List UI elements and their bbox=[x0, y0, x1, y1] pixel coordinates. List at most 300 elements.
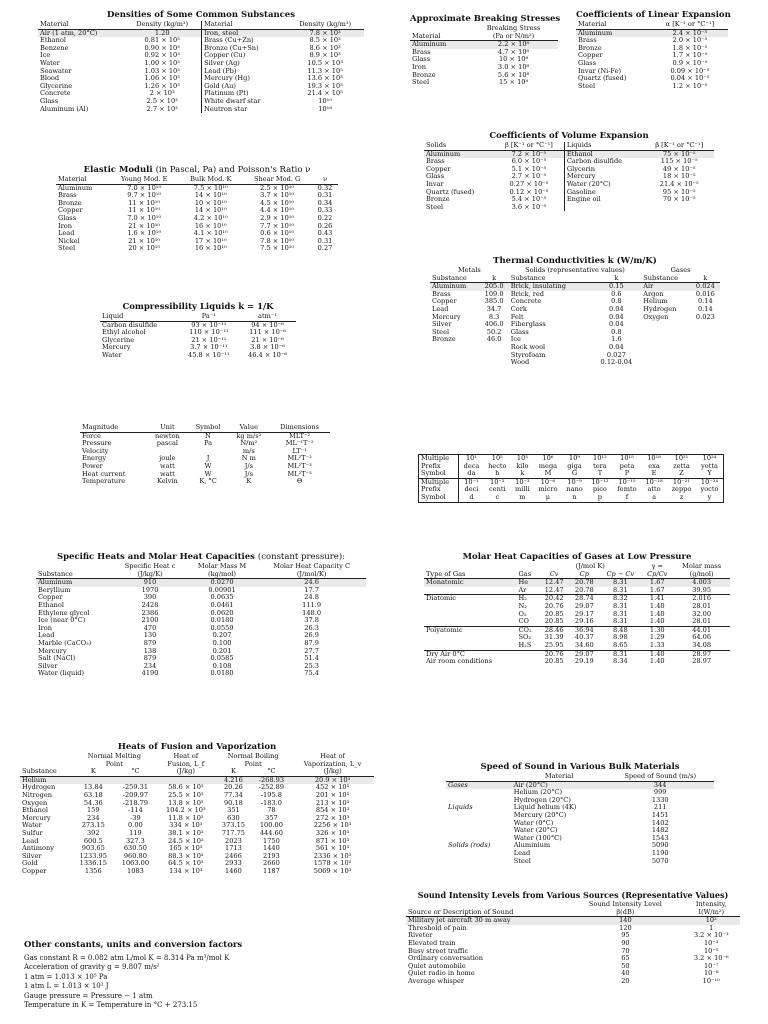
volume-cell: 115 × 10⁻⁵ bbox=[660, 157, 698, 166]
linear-cell: 0.09 × 10⁻⁵ bbox=[670, 66, 710, 75]
units-cell: Energy bbox=[82, 454, 107, 463]
thermal-cell: 0.8 bbox=[611, 297, 622, 306]
elastic-cell: Aluminum bbox=[58, 183, 93, 192]
constants-section bbox=[24, 940, 374, 1010]
gas-cell: 2.016 bbox=[692, 594, 712, 603]
prefix-cell: c bbox=[495, 492, 500, 501]
sound-cell: Aluminium bbox=[513, 841, 551, 850]
thermal-cell bbox=[641, 359, 691, 367]
units-cell: J/s bbox=[244, 469, 253, 478]
specific-heat-cell: 0.0461 bbox=[210, 600, 234, 609]
densities-cell: 11.3 × 10³ bbox=[307, 66, 343, 75]
volume-cell: 5.4 × 10⁻⁵ bbox=[511, 195, 547, 204]
units-cell: K bbox=[246, 477, 252, 486]
fusion-cell: 11.8 × 10³ bbox=[168, 813, 204, 822]
thermal-cell: 0.04 bbox=[609, 312, 624, 321]
breaking-cell: 15 × 10⁸ bbox=[498, 78, 529, 87]
elastic-cell: 0.34 bbox=[317, 198, 333, 207]
elastic-cell: 0.31 bbox=[317, 191, 333, 200]
volume-row bbox=[424, 196, 714, 204]
fusion-vaporization-section bbox=[20, 742, 374, 876]
intensity-row bbox=[406, 978, 740, 986]
fusion-cell: 327.3 bbox=[125, 836, 145, 845]
thermal-cell: Air bbox=[643, 282, 654, 291]
volume-cell: Carbon disulfide bbox=[564, 158, 644, 166]
prefix-cell: kilo bbox=[516, 461, 529, 470]
gas-cell: 28.01 bbox=[692, 601, 712, 610]
prefix-cell: Multiple bbox=[421, 454, 450, 462]
densities-cell: 1.00 × 10³ bbox=[144, 58, 180, 67]
volume-cell: 21.4 × 10⁻⁵ bbox=[659, 179, 699, 188]
thermal-row bbox=[430, 344, 720, 352]
intensity-cell: 10⁻⁷ bbox=[703, 961, 719, 970]
elastic-cell: 17 × 10¹⁰ bbox=[194, 236, 227, 245]
thermal-cell: Argon bbox=[643, 289, 664, 298]
prefix-cell: hecto bbox=[488, 461, 507, 470]
fusion-cell: 38.1 × 10³ bbox=[168, 828, 204, 837]
densities-cell: Water bbox=[40, 58, 60, 67]
units-cell: Power bbox=[82, 461, 103, 470]
volume-cell: Gasoline bbox=[564, 189, 644, 197]
gas-cell: CO₂ bbox=[518, 625, 532, 634]
prefix-cell: yotta bbox=[701, 461, 718, 470]
thermal-cell bbox=[430, 359, 480, 367]
thermal-cell bbox=[691, 359, 720, 367]
sound-row bbox=[446, 797, 714, 805]
densities-cell: 2.7 × 10³ bbox=[146, 104, 178, 113]
fusion-cell: 273.15 bbox=[81, 821, 105, 830]
volume-cell: Invar bbox=[426, 179, 444, 188]
gas-cell: 28.46 bbox=[544, 625, 564, 634]
sound-cell: Liquids bbox=[448, 803, 473, 812]
densities-cell: 2.5 × 10³ bbox=[146, 96, 178, 105]
prefix-cell: deca bbox=[459, 463, 484, 471]
prefix-cell: Multiple bbox=[421, 477, 450, 486]
densities-cell: Aluminum (Al) bbox=[40, 104, 89, 113]
volume-cell: Aluminum bbox=[426, 149, 461, 158]
speed-of-sound-table: Material Speed of Sound (m/s) Gases Air (20°C) 344 Helium (20°C) 999 Hydrogen (20°C) 1330 Liquids Liquid helium (4K) 211 Mercury (20°C) 1451 Water (0°C) 1402 Water (20°C) 1482 Water (100°C) 1543 Solids (rods) Aluminium 5090 Lead 1190 Steel 5070 bbox=[446, 773, 714, 865]
elastic-cell: 1.6 × 10¹⁰ bbox=[127, 229, 162, 238]
prefix-cell: f bbox=[625, 492, 629, 501]
breaking-cell: 3.0 × 10⁸ bbox=[497, 62, 530, 71]
units-cell: Velocity bbox=[82, 446, 109, 455]
elastic-cell: Nickel bbox=[58, 236, 80, 245]
densities-cell: Benzene bbox=[40, 43, 69, 52]
specific-heat-cell: 0.108 bbox=[212, 661, 232, 670]
specific-heat-cell: 26.9 bbox=[304, 631, 319, 640]
elastic-cell: 20 × 10¹⁰ bbox=[128, 244, 161, 253]
thermal-cell: 0.027 bbox=[606, 350, 626, 359]
densities-section bbox=[38, 10, 364, 113]
fusion-cell: 871 × 10³ bbox=[315, 836, 350, 845]
fusion-cell: 717.75 bbox=[221, 828, 245, 837]
densities-cell: Seawater bbox=[40, 66, 72, 75]
densities-cell: 10.5 × 10³ bbox=[307, 58, 343, 67]
units-cell: J bbox=[206, 454, 210, 463]
gas-row bbox=[424, 658, 730, 666]
compressibility-cell: 94 × 10⁻⁶ bbox=[251, 320, 284, 329]
fusion-cell: -183.0 bbox=[260, 798, 282, 807]
elastic-table: Material Young Mod. E Bulk Mod. K Shear Mod. G ν Aluminum 7.0 × 10¹⁰ 7.5 × 10¹⁰ 2.5 × 10¹⁰ 0.32 Brass 9.7 × 10¹⁰ 14 × 10¹⁰ 3.7 × 10¹⁰ 0.31 Bronze 11 × 10¹⁰ 10 × 10¹⁰ 4.5 × 10¹⁰ 0.34 Copper 11 × 10¹⁰ 14 × 10¹⁰ 4.4 × 10¹⁰ 0.33 Glass 7.0 × 10¹⁰ 4.2 × 10¹⁰ 2.9 × 10¹⁰ 0.22 Iron 21 × 10¹⁰ 16 × 10¹⁰ 7.7 × 10¹⁰ 0.26 Lead 1.6 × 10¹⁰ 4.1 × 10¹⁰ 0.6 × 10¹⁰ 0.43 Nickel 21 × 10¹⁰ 17 × 10¹⁰ 7.8 × 10¹⁰ 0.31 Steel 20 × 10¹⁰ 16 × 10¹⁰ 7.5 × 10¹⁰ 0.27 bbox=[56, 176, 338, 253]
fusion-cell: Ethanol bbox=[22, 806, 48, 815]
fusion-cell: 630 bbox=[227, 813, 240, 822]
specific-heat-cell: 2386 bbox=[141, 608, 159, 617]
fusion-cell: 24.5 × 10³ bbox=[168, 836, 204, 845]
specific-heat-cell: 0.100 bbox=[212, 638, 232, 647]
sound-cell: 344 bbox=[653, 780, 667, 789]
intensity-cell: 3.2 × 10⁻³ bbox=[693, 931, 729, 940]
volume-cell: 0.12 × 10⁻⁵ bbox=[509, 187, 549, 196]
gas-cell: Monatomic bbox=[426, 578, 464, 587]
units-cell: ML⁻¹T⁻² bbox=[285, 439, 314, 448]
breaking-title: Approximate Breaking Stresses bbox=[410, 14, 561, 24]
prefix-cell: T bbox=[597, 469, 603, 478]
specific-heat-table: Specific Heat c Molar Mass M Molar Heat Capacity C Substance (J/kg/K) (kg/mol) (J/mol/K) Aluminum 910 0.0270 24.6 Beryllium 1970 0.00901 17.7 Copper 390 0.0635 24.8 Ethanol 2428 0.0461 111.9 Ethylene glycol 2386 0.0620 148.0 Ice (near 0°C) 2100 0.0180 37.8 Iron 470 0.0559 26.3 Lead 130 0.207 26.9 Marble (CaCO₃) 879 0.100 87.9 Mercury 138 0.201 27.7 Salt (NaCl) 879 0.0585 51.4 Silver 234 0.108 25.3 Water (liquid) 4190 0.0180 75.4 bbox=[36, 563, 366, 678]
compressibility-cell: 21 × 10⁻¹¹ bbox=[191, 335, 227, 344]
compressibility-cell: Carbon disulfide bbox=[102, 320, 158, 329]
thermal-cell bbox=[691, 336, 720, 344]
densities-row bbox=[38, 106, 364, 114]
units-cell: Θ bbox=[296, 477, 303, 486]
linear-expansion-title: Coefficients of Linear Expansion bbox=[576, 10, 731, 20]
specific-heat-cell: Ethanol bbox=[38, 600, 64, 609]
volume-expansion-section bbox=[424, 131, 714, 211]
gas-cell: 1.33 bbox=[649, 640, 665, 649]
breaking-cell: Glass bbox=[412, 55, 431, 64]
sound-cell: 999 bbox=[653, 788, 667, 797]
intensity-cell: Quiet radio in home bbox=[408, 969, 475, 978]
compressibility-cell: Ethyl alcohol bbox=[102, 328, 146, 337]
sound-cell: 1190 bbox=[651, 848, 669, 857]
elastic-cell: 4.4 × 10¹⁰ bbox=[260, 206, 295, 215]
fusion-cell: 104.2 × 10³ bbox=[166, 806, 206, 815]
fusion-cell: 159 bbox=[86, 806, 100, 815]
specific-heat-cell: 27.7 bbox=[304, 646, 319, 655]
prefix-cell: M bbox=[544, 469, 552, 478]
compressibility-cell: 3.8 × 10⁻⁶ bbox=[250, 343, 285, 352]
densities-cell: White dwarf star bbox=[202, 98, 287, 106]
thermal-cell: Silver bbox=[432, 320, 452, 329]
prefix-cell: 10⁻⁶ bbox=[540, 477, 556, 486]
sound-cell: 1451 bbox=[651, 810, 669, 819]
linear-expansion-section bbox=[576, 10, 731, 90]
intensity-row bbox=[406, 925, 740, 933]
prefix-cell: yocto bbox=[700, 485, 719, 494]
densities-cell: 0.81 × 10³ bbox=[144, 36, 180, 45]
units-row bbox=[80, 478, 330, 486]
prefixes-section bbox=[418, 454, 724, 503]
gas-cell: N₂ bbox=[518, 601, 527, 610]
thermal-cell: 385.0 bbox=[484, 297, 504, 306]
intensity-cell: 20 bbox=[621, 976, 630, 985]
gas-cell bbox=[517, 650, 540, 658]
volume-cell: Quartz (fused) bbox=[426, 187, 475, 196]
compressibility-cell: 111 × 10⁻⁶ bbox=[249, 328, 286, 337]
breaking-row bbox=[410, 49, 558, 57]
sound-cell: Mercury (20°C) bbox=[513, 810, 567, 819]
elastic-cell: 16 × 10¹⁰ bbox=[194, 221, 227, 230]
thermal-cell bbox=[480, 359, 509, 367]
prefix-cell: y bbox=[707, 492, 712, 501]
elastic-cell: 4.1 × 10¹⁰ bbox=[193, 229, 228, 238]
compressibility-cell: 21 × 10⁻⁶ bbox=[251, 335, 284, 344]
gas-heat-capacity-table: (J/mol K) γ = Molar mass Type of Gas Gas Cv Cp Cp − Cv Cp/Cv (g/mol) Monatomic He 12.47 20.78 8.31 1.67 4.003 Ar 12.47 20.78 8.31 1.67 39.95 Diatomic H₂ 20.42 28.74 8.32 1.41 2.016 N₂ 20.76 29.07 8.31 1.40 28.01 O₂ 20.85 29.17 8.31 1.40 32.00 CO 20.85 29.16 8.31 1.40 28.01 Polyatomic CO₂ 28.46 36.94 8.48 1.30 44.01 SO₂ 31.39 40.37 8.98 1.29 64.06 H₂S 25.95 34.60 8.65 1.33 34.08 Dry Air 0°C 20.76 29.07 8.31 1.40 28.97 Air room conditions 20.85 29.19 8.34 1.40 28.97 bbox=[424, 563, 730, 666]
units-cell: Kelvin bbox=[156, 477, 178, 486]
thermal-cell: Oxygen bbox=[643, 312, 669, 321]
volume-cell: Brass bbox=[426, 157, 445, 166]
intensity-cell: 40 bbox=[621, 969, 630, 978]
intensity-cell: 10⁻⁸ bbox=[703, 969, 719, 978]
sound-intensity-table: Sound Intensity Level Intensity, Source or Description of Sound β(dB) I(W/m²) Military jet aircraft 30 m away 140 10² Threshold of pain 120 1 Riveter 95 3.2 × 10⁻³ Elevated train 90 10⁻³ Busy street traffic 70 10⁻⁵ Ordinary conversation 65 3.2 × 10⁻⁶ Quiet automobile 50 10⁻⁷ Quiet radio in home 40 10⁻⁸ Average whisper 20 10⁻¹⁰ bbox=[406, 901, 740, 986]
gas-cell: 8.31 bbox=[613, 617, 628, 626]
prefix-cell: G bbox=[571, 469, 578, 478]
gas-cell: 20.78 bbox=[574, 578, 594, 587]
volume-cell: 75 × 10⁻⁵ bbox=[662, 149, 696, 158]
fusion-cell: -39 bbox=[130, 813, 141, 822]
elastic-cell: 7.0 × 10¹⁰ bbox=[127, 183, 162, 192]
breaking-cell: 4.7 × 10⁸ bbox=[497, 47, 530, 56]
densities-cell: Ethanol bbox=[40, 36, 66, 45]
specific-heat-cell: 130 bbox=[143, 631, 157, 640]
units-cell: K, °C bbox=[199, 477, 217, 486]
units-cell: joule bbox=[159, 454, 176, 463]
specific-heat-cell: 25.3 bbox=[304, 661, 319, 670]
thermal-cell: Brick, insulating bbox=[510, 282, 566, 291]
thermal-cell bbox=[641, 321, 691, 329]
fusion-cell: Lead bbox=[22, 836, 39, 845]
breaking-section bbox=[410, 14, 561, 87]
fusion-cell: Hydrogen bbox=[22, 783, 56, 792]
sound-cell bbox=[446, 858, 512, 866]
prefix-cell: 10¹² bbox=[593, 454, 607, 462]
prefix-cell: h bbox=[495, 469, 500, 478]
densities-cell: Air (1 atm, 20°C) bbox=[40, 28, 98, 37]
sound-cell: Hydrogen (20°C) bbox=[513, 795, 571, 804]
volume-cell: 49 × 10⁻⁵ bbox=[662, 164, 696, 173]
thermal-cell: 0.016 bbox=[695, 289, 715, 298]
elastic-cell: 0.6 × 10¹⁰ bbox=[260, 229, 295, 238]
fusion-cell: 165 × 10³ bbox=[169, 844, 203, 853]
densities-cell: 10¹⁸ bbox=[318, 104, 332, 113]
densities-cell: Blood bbox=[40, 74, 60, 83]
thermal-cell: Aluminum bbox=[432, 282, 467, 291]
elastic-cell: 11 × 10¹⁰ bbox=[128, 198, 161, 207]
sound-row bbox=[446, 858, 714, 866]
specific-heat-cell: 470 bbox=[143, 623, 157, 632]
prefix-cell: 10⁻¹⁵ bbox=[618, 477, 636, 486]
linear-cell: Bronze bbox=[578, 43, 602, 52]
elastic-cell: 2.9 × 10¹⁰ bbox=[260, 213, 295, 222]
gas-cell: 1.40 bbox=[649, 657, 665, 666]
gas-cell: 1.29 bbox=[649, 633, 665, 642]
breaking-cell: 5.6 × 10⁸ bbox=[497, 70, 530, 79]
sound-row bbox=[446, 850, 714, 858]
fusion-cell: 1356 bbox=[84, 866, 102, 875]
thermal-cell: 34.7 bbox=[486, 304, 502, 313]
thermal-cell: Wood bbox=[510, 358, 530, 367]
specific-heat-cell: 0.0180 bbox=[210, 616, 234, 625]
thermal-cell: Cork bbox=[510, 304, 527, 313]
gas-cell: 1.40 bbox=[649, 609, 665, 618]
compressibility-cell: Mercury bbox=[102, 343, 131, 352]
prefix-row bbox=[419, 494, 724, 502]
prefix-cell: mega bbox=[538, 461, 558, 470]
densities-cell: Gold (Au) bbox=[202, 83, 287, 91]
elastic-section bbox=[56, 165, 338, 253]
prefix-cell: p bbox=[597, 492, 603, 501]
gas-cell: 20.85 bbox=[544, 657, 564, 666]
elastic-cell: 9.7 × 10¹⁰ bbox=[127, 191, 162, 200]
units-section bbox=[80, 424, 330, 486]
elastic-cell: 0.22 bbox=[317, 213, 333, 222]
gas-cell: 12.47 bbox=[544, 578, 564, 587]
fusion-cell: 1233.95 bbox=[79, 851, 107, 860]
prefix-cell: m bbox=[519, 492, 526, 501]
constant-line: Gas constant R = 0.082 atm L/mol K = 8.314 Pa m³/mol K bbox=[24, 954, 230, 962]
thermal-cell: 109.0 bbox=[484, 289, 504, 298]
prefix-cell: 10²¹ bbox=[674, 454, 689, 462]
thermal-row bbox=[430, 306, 720, 314]
elastic-cell: 14 × 10¹⁰ bbox=[194, 191, 227, 200]
thermal-row bbox=[430, 283, 720, 291]
densities-cell: 8.6 × 10³ bbox=[309, 43, 341, 52]
gas-cell: SO₂ bbox=[518, 633, 532, 642]
thermal-cell: 1.6 bbox=[611, 335, 622, 344]
specific-heat-cell: 390 bbox=[143, 593, 157, 602]
gas-cell: 8.31 bbox=[613, 649, 628, 658]
fusion-cell: 213 × 10³ bbox=[315, 798, 350, 807]
linear-cell: Quartz (fused) bbox=[578, 74, 627, 83]
thermal-cell bbox=[430, 352, 480, 360]
fusion-cell: 2336 × 10³ bbox=[313, 851, 352, 860]
thermal-row bbox=[430, 359, 720, 367]
breaking-cell: Iron bbox=[412, 62, 426, 71]
densities-cell: Platinum (Pt) bbox=[202, 90, 287, 98]
specific-heat-cell: 0.0620 bbox=[210, 608, 234, 617]
specific-heat-cell: 87.9 bbox=[304, 638, 319, 647]
compressibility-cell: 3.7 × 10⁻¹¹ bbox=[190, 343, 228, 352]
thermal-cell: Glass bbox=[510, 327, 529, 336]
prefix-cell: nano bbox=[566, 485, 583, 494]
prefix-cell: d bbox=[459, 494, 484, 502]
fusion-cell: 20.9 × 10³ bbox=[314, 775, 351, 784]
thermal-cell: 0.04 bbox=[609, 320, 624, 329]
units-cell: ML²T⁻² bbox=[287, 454, 312, 463]
sound-cell: Water (0°C) bbox=[513, 818, 554, 827]
fusion-cell: 2256 × 10³ bbox=[313, 821, 352, 830]
specific-heat-cell: 26.3 bbox=[304, 623, 319, 632]
thermal-cell: Concrete bbox=[510, 297, 542, 306]
prefix-cell: 10⁻¹⁸ bbox=[645, 477, 663, 486]
elastic-cell: 7.5 × 10¹⁰ bbox=[260, 244, 295, 253]
fusion-cell: Oxygen bbox=[22, 798, 48, 807]
fusion-cell: 58.6 × 10³ bbox=[168, 783, 204, 792]
fusion-cell: 64.5 × 10³ bbox=[168, 859, 204, 868]
prefix-cell: Z bbox=[679, 469, 684, 478]
fusion-cell: 1750 bbox=[263, 836, 280, 845]
elastic-cell: Steel bbox=[58, 244, 76, 253]
densities-cell: 0.90 × 10³ bbox=[144, 43, 180, 52]
fusion-cell: 357 bbox=[265, 813, 278, 822]
gas-cell: 29.16 bbox=[574, 617, 594, 626]
thermal-cell: 406.0 bbox=[484, 320, 504, 329]
sound-cell: Water (20°C) bbox=[513, 826, 558, 835]
densities-cell: Concrete bbox=[40, 89, 71, 98]
intensity-cell: Elevated train bbox=[408, 938, 456, 947]
densities-cell: Brass (Cu+Zn) bbox=[202, 37, 287, 45]
thermal-cell: Ice bbox=[510, 335, 521, 344]
thermal-cell: 8.3 bbox=[488, 312, 500, 321]
intensity-cell: Ordinary conversation bbox=[408, 954, 484, 963]
fusion-cell: 77.34 bbox=[223, 790, 243, 799]
fusion-cell: 1460 bbox=[225, 866, 242, 875]
gas-heat-capacity-section bbox=[424, 552, 730, 666]
densities-cell: Mercury (Hg) bbox=[202, 75, 287, 83]
gas-cell: 29.17 bbox=[574, 609, 594, 618]
elastic-cell: 16 × 10¹⁰ bbox=[194, 244, 227, 253]
volume-cell: 6.0 × 10⁻⁵ bbox=[511, 157, 547, 166]
fusion-cell: 600.5 bbox=[83, 836, 103, 845]
volume-cell: 7.2 × 10⁻⁵ bbox=[511, 149, 547, 158]
linear-cell: 1.2 × 10⁻⁵ bbox=[672, 81, 708, 90]
prefix-cell: 10⁻⁹ bbox=[567, 477, 582, 486]
gas-cell: 39.95 bbox=[692, 585, 712, 594]
units-cell: LT⁻¹ bbox=[292, 446, 307, 455]
densities-table: Material Density (kg/m³) Material Density (kg/m³) Air (1 atm, 20°C) 1.20 Iron, steel 7.8 × 10³ Ethanol 0.81 × 10³ Brass (Cu+Zn) 8.5 × 10³ Benzene 0.90 × 10³ Bronze (Cu+Sn) 8.6 × 10³ Ice 0.92 × 10³ Copper (Cu) 8.9 × 10³ Water 1.00 × 10³ Silver (Ag) 10.5 × 10³ Seawater 1.03 × 10³ Lead (Pb) 11.3 × 10³ Blood 1.06 × 10³ Mercury (Hg) 13.6 × 10³ Glycerine 1.26 × 10³ Gold (Au) 19.3 × 10³ Concrete 2 × 10³ Platinum (Pt) 21.4 × 10³ Glass 2.5 × 10³ White dwarf star 10¹⁰ Aluminum (Al) 2.7 × 10³ Neutron star 10¹⁸ bbox=[38, 21, 364, 113]
gas-cell: 20.85 bbox=[544, 617, 564, 626]
thermal-cell: 0.6 bbox=[611, 289, 622, 298]
elastic-row bbox=[56, 245, 338, 253]
gas-cell: 1.41 bbox=[649, 594, 665, 603]
fusion-vaporization-table: Normal Melting Heat of Normal Boiling Heat of Point Fusion, L_f Point Vaporization, L_v Substance K °C (J/kg) K °C (J/kg) Helium 4.216 -268.93 20.9 × 10³ Hydrogen 13.84 -259.31 58.6 × 10³ 20.26 -252.89 452 × 10³ Nitrogen 63.18 -209.97 25.5 × 10³ 77.34 -195.8 201 × 10³ Oxygen 54.36 -218.79 13.8 × 10³ 90.18 -183.0 213 × 10³ Ethanol 159 -114 104.2 × 10³ 351 78 854 × 10³ Mercury 234 -39 11.8 × 10³ 630 357 272 × 10³ Water 273.15 0.00 334 × 10³ 373.15 100.00 2256 × 10³ Sulfur 392 119 38.1 × 10³ 717.75 444.60 326 × 10³ Lead 600.5 327.3 24.5 × 10³ 2023 1750 871 × 10³ Antimony 903.65 630.50 165 × 10³ 1713 1440 561 × 10³ Silver 1233.95 960.80 88.3 × 10³ 2466 2193 2336 × 10³ Gold 1336.15 1063.00 64.5 × 10³ 2933 2660 1578 × 10³ Copper 1356 1083 134 × 10³ 1460 1187 5069 × 10³ bbox=[20, 753, 374, 876]
thermal-row bbox=[430, 314, 720, 322]
fusion-cell: 78 bbox=[267, 806, 276, 815]
intensity-cell: Riveter bbox=[408, 931, 433, 940]
gas-cell: Diatomic bbox=[426, 594, 457, 603]
intensity-cell: 50 bbox=[621, 961, 630, 970]
elastic-cell: Bronze bbox=[58, 198, 82, 207]
intensity-cell: Threshold of pain bbox=[408, 923, 467, 932]
intensity-cell: Military jet aircraft 30 m away bbox=[408, 916, 511, 925]
thermal-cell: 0.14 bbox=[698, 297, 713, 306]
thermal-cell bbox=[641, 336, 691, 344]
densities-cell: 19.3 × 10³ bbox=[307, 81, 343, 90]
prefix-row bbox=[419, 463, 724, 471]
elastic-cell: 21 × 10¹⁰ bbox=[128, 236, 161, 245]
fusion-cell: 326 × 10³ bbox=[315, 828, 350, 837]
sound-cell: 1402 bbox=[651, 818, 669, 827]
breaking-cell: 10 × 10⁸ bbox=[498, 55, 529, 64]
volume-cell: 18 × 10⁻⁵ bbox=[662, 172, 696, 181]
sound-cell: Water (100°C) bbox=[513, 833, 562, 842]
thermal-row bbox=[430, 329, 720, 337]
specific-heat-section bbox=[36, 552, 366, 678]
prefix-cell: 10⁻² bbox=[490, 477, 505, 486]
linear-cell: 1.8 × 10⁻⁵ bbox=[672, 43, 708, 52]
gas-cell: 44.01 bbox=[692, 625, 712, 634]
volume-cell: Glycerin bbox=[564, 166, 644, 174]
fusion-cell: 134 × 10³ bbox=[169, 866, 203, 875]
elastic-cell: 0.33 bbox=[317, 206, 333, 215]
gas-cell: 20.78 bbox=[574, 585, 594, 594]
sound-row bbox=[446, 804, 714, 812]
fusion-cell: 201 × 10³ bbox=[315, 790, 350, 799]
sound-intensity-title: Sound Intensity Levels from Various Sources (Representative Values) bbox=[417, 890, 729, 900]
volume-cell bbox=[564, 204, 644, 212]
volume-cell: 0.27 × 10⁻⁵ bbox=[509, 179, 549, 188]
sound-row bbox=[446, 820, 714, 828]
intensity-cell: 3.2 × 10⁻⁶ bbox=[693, 954, 729, 963]
